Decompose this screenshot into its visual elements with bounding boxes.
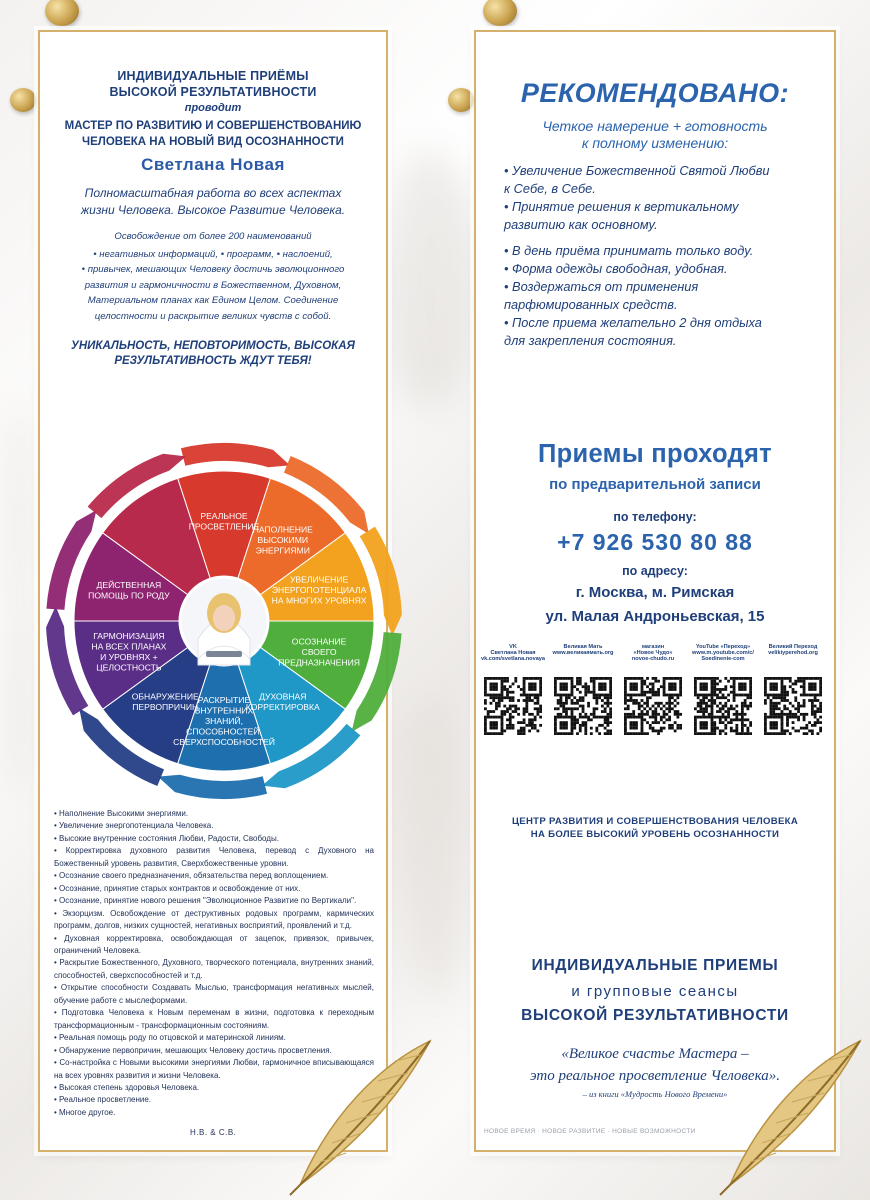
qr-caption-line: Великая Мать (563, 644, 603, 650)
qr-caption-line: www.m.youtube.com/c/ (692, 650, 754, 657)
wheel-label-line: СВОЕГО (301, 646, 337, 657)
slogan-line: РЕЗУЛЬТАТИВНОСТЬ ЖДУТ ТЕБЯ! (114, 355, 312, 367)
wheel-label-line: ПЕРВОПРИЧИН (132, 702, 199, 713)
qr-caption-line: velikiyperehod.org (768, 650, 818, 657)
service-item: • Многое другое. (54, 1107, 374, 1119)
quote-line: это реальное просветление Человека». (530, 1068, 780, 1084)
qr-caption-line: YouTube «Переход» (695, 644, 751, 650)
wheel-label-line: ЗНАНИЙ, (204, 716, 244, 726)
wheel-label-line: ДУХОВНАЯ (259, 691, 307, 702)
marble-texture (400, 700, 470, 1000)
wheel-label-line: ВЫСОКИМИ (257, 535, 309, 546)
center-name (476, 815, 834, 841)
master-title (40, 118, 386, 150)
subtitle-line: Четкое намерение + готовность (542, 118, 768, 134)
center-line: НА БОЛЕЕ ВЫСОКИЙ УРОВЕНЬ ОСОЗНАННОСТИ (530, 829, 780, 840)
individual-sessions-heading: ИНДИВИДУАЛЬНЫЕ ПРИЕМЫ (531, 957, 779, 974)
lead-line: жизни Человека. Высокое Развитие Человека. (80, 203, 346, 217)
qr-caption (618, 644, 688, 663)
quote-source: – из книги «Мудрость Нового Времени» (582, 1089, 728, 1099)
recommendation-item (504, 260, 814, 278)
conducts-label: проводит (184, 102, 242, 114)
qr-caption-line: «Новое Чудо» (633, 650, 673, 657)
recommendation-item (504, 162, 814, 197)
qr-caption-line: магазин (641, 644, 665, 650)
service-item: • Корректировка духовного развития Человека, перевод с Духовного на Божественный уровень развития, Сверхбожественные уровни. (54, 845, 374, 870)
service-item: • Высокие внутренние состояния Любви, Радости, Свободы. (54, 833, 374, 845)
liberation-line: целостности и раскрытие великих чувств с собой. (94, 310, 332, 322)
service-item: • Наполнение Высокими энергиями. (54, 808, 374, 820)
high-results-heading: ВЫСОКОЙ РЕЗУЛЬТАТИВНОСТИ (521, 1007, 789, 1024)
qr-caption (758, 644, 828, 656)
address-line: г. Москва, м. Римская (575, 584, 735, 601)
service-item: • Высокая степень здоровья Человека. (54, 1082, 374, 1094)
qr-caption (688, 644, 758, 663)
qr-code-icon[interactable] (484, 677, 542, 735)
left-flyer-panel (38, 30, 388, 1152)
wheel-label-line: НА МНОГИХ УРОВНЯХ (271, 595, 367, 606)
wheel-label-line: НАПОЛНЕНИЕ (252, 524, 313, 535)
liberation-line: развития и гармоничности в Божественном, Духовном, (84, 279, 342, 291)
service-item: • Увеличение энергопотенциала Человека. (54, 820, 374, 832)
gold-bead-decoration (483, 0, 517, 26)
item-line: • Воздержаться от применения (504, 279, 699, 294)
appointments-subheading: по предварительной записи (549, 476, 761, 493)
qr-caption (478, 644, 548, 663)
development-wheel-diagram (34, 415, 410, 801)
wheel-label-line: ПРЕДНАЗНАЧЕНИЯ (278, 657, 361, 668)
gold-feather-decoration (270, 1035, 440, 1200)
address-label: по адресу: (622, 564, 688, 578)
wheel-label-line: КОРРЕКТИРОВКА (245, 702, 320, 713)
service-item: • Реальная помощь роду по отцовской и материнской линиям. (54, 1032, 374, 1044)
appointments-heading: Приемы проходят (538, 440, 772, 468)
gold-bead-decoration (45, 0, 79, 26)
item-line: к Себе, в Себе. (504, 180, 596, 196)
service-item: • Осознание, принятие нового решения "Эволюционное Развитие по Вертикали". (54, 895, 374, 907)
portrait-photo (180, 577, 268, 665)
recommendation-item (504, 278, 814, 313)
liberation-line: • негативных информаций, • программ, • наслоений, (93, 248, 333, 260)
wheel-label-line: ЦЕЛОСТНОСТЬ (96, 662, 162, 673)
gold-bead-decoration (448, 88, 474, 112)
qr-caption-line: novoe-chudo.ru (631, 656, 675, 663)
wheel-label-line: ПОМОЩЬ ПО РОДУ (88, 590, 170, 601)
item-line: • Принятие решения к вертикальному (504, 199, 739, 214)
title-line: ВЫСОКОЙ РЕЗУЛЬТАТИВНОСТИ (109, 85, 317, 99)
wheel-label-line: ОСОЗНАНИЕ (291, 636, 347, 647)
wheel-arrow (158, 775, 267, 799)
wheel-label-line: ЭНЕРГОПОТЕНЦИАЛА (271, 585, 367, 596)
recommended-subtitle (476, 118, 834, 152)
lead-line: Полномасштабная работа во всех аспектах (84, 186, 342, 200)
qr-caption-line: vk.com/svetlana.novaya (480, 656, 546, 663)
footer-tagline: НОВОЕ ВРЕМЯ · НОВОЕ РАЗВИТИЕ · НОВЫЕ ВОЗМОЖНОСТИ (484, 1128, 696, 1135)
lead-text (60, 185, 366, 219)
service-item: • Духовная корректировка, освобождающая от зацепок, привязок, привычек, ограничений Человека. (54, 933, 374, 958)
center-line: ЦЕНТР РАЗВИТИЯ И СОВЕРШЕНСТВОВАНИЯ ЧЕЛОВЕКА (511, 816, 799, 827)
unique-slogan (50, 339, 376, 369)
qr-caption-line: Великий Переход (768, 644, 818, 650)
slogan-line: УНИКАЛЬНОСТЬ, НЕПОВТОРИМОСТЬ, ВЫСОКАЯ (71, 340, 355, 352)
service-item: • Осознание, принятие старых контрактов и освобождение от них. (54, 883, 374, 895)
wheel-label (253, 525, 314, 556)
service-item: • Со-настройка с Новыми высокими энергиями Любви, гармоничное вписывающаяся на всех уровнях развития и жизни Человека. (54, 1057, 374, 1082)
qr-caption-line: Soedinenie-com (701, 656, 745, 663)
recommended-title: РЕКОМЕНДОВАНО: (520, 78, 790, 108)
service-item: • Осознание своего предназначения, обязательства перед воплощением. (54, 870, 374, 882)
wheel-label-line: ДЕЙСТВЕННАЯ (96, 579, 162, 590)
wheel-label-line: И УРОВНЯХ + (100, 652, 158, 663)
item-line: • В день приёма принимать только воду. (504, 243, 754, 258)
marble-texture (380, 150, 480, 410)
service-item: • Открытие способности Создавать Мыслью, трансформация негативных мыслей, обучение работе с мыслеформами. (54, 982, 374, 1007)
address-line: ул. Малая Андроньевская, 15 (545, 608, 765, 625)
master-line: МАСТЕР ПО РАЗВИТИЮ И СОВЕРШЕНСТВОВАНИЮ (64, 120, 362, 132)
item-line: для закрепления состояния. (504, 332, 677, 348)
wheel-label (88, 579, 170, 601)
qr-code-icon[interactable] (694, 677, 752, 735)
item-line: • Увеличение Божественной Святой Любви (504, 163, 770, 178)
item-line: парфюмированных средств. (504, 296, 678, 312)
wheel-arrow (181, 443, 290, 467)
title-line: ИНДИВИДУАЛЬНЫЕ ПРИЁМЫ (117, 69, 309, 83)
wheel-label-line: УВЕЛИЧЕНИЕ (289, 574, 349, 585)
service-item: • Подготовка Человека к Новым переменам в жизни, подготовка к переходным трансформационным - трансформационным состояниям. (54, 1007, 374, 1032)
recommendation-item (504, 242, 814, 260)
gold-feather-decoration (700, 1035, 870, 1200)
qr-caption-line: www.великаямать.org (552, 650, 614, 657)
left-title (40, 68, 386, 100)
quote-line: «Великое счастье Мастера – (561, 1046, 749, 1062)
liberation-text (54, 229, 372, 325)
service-item: • Экзорцизм. Освобождение от деструктивных родовых программ, кармических программ, долгов, низких сущностей, негативных восприятий, проявлений и т.д. (54, 908, 374, 933)
master-line: ЧЕЛОВЕКА НА НОВЫЙ ВИД ОСОЗНАННОСТИ (82, 136, 344, 148)
phone-number[interactable]: +7 926 530 80 88 (557, 529, 753, 555)
service-item: • Реальное просветление. (54, 1094, 374, 1106)
wheel-label-line: НА ВСЕХ ПЛАНАХ (91, 641, 167, 652)
service-item: • Обнаружение первопричин, мешающих Человеку достичь просветления. (54, 1045, 374, 1057)
group-sessions-heading: и групповые сеансы (571, 983, 739, 1000)
wheel-label (132, 692, 199, 713)
signature: Н.В. & С.В. (190, 1128, 237, 1137)
item-line: • Форма одежды свободная, удобная. (504, 261, 728, 276)
wheel-label-line: ВНУТРЕННИХ (194, 705, 254, 716)
recommendation-item (504, 314, 814, 349)
item-line: развитию как основному. (504, 216, 658, 232)
qr-code-icon[interactable] (554, 677, 612, 735)
master-name: Светлана Новая (141, 155, 285, 174)
recommendation-item (504, 198, 814, 233)
qr-code-icon[interactable] (624, 677, 682, 735)
gold-bead-decoration (10, 88, 36, 112)
liberation-line: Освобождение от более 200 наименований (114, 231, 312, 242)
qr-code-icon[interactable] (764, 677, 822, 735)
wheel-label-line: ОБНАРУЖЕНИЕ (131, 691, 199, 702)
wheel-label-line: РАСКРЫТИЕ (197, 695, 251, 705)
wheel-label-line: ПРОСВЕТЛЕНИЕ (188, 521, 260, 532)
right-flyer-panel (474, 30, 836, 1152)
wheel-label-line: ЭНЕРГИЯМИ (255, 545, 310, 556)
qr-caption-line: VK (509, 644, 517, 650)
wheel-label-line: СВЕРХСПОСОБНОСТЕЙ (173, 737, 275, 747)
wheel-label-line: РЕАЛЬНОЕ (200, 510, 248, 521)
qr-caption-line: Светлана Новая (490, 650, 536, 657)
liberation-line: Материальном планах как Едином Целом. Соединение (87, 295, 339, 307)
service-item: • Раскрытие Божественного, Духовного, творческого потенциала, внутренних знаний, способностей, сверхспособностей и т.д. (54, 957, 374, 982)
wheel-label-line: ГАРМОНИЗАЦИЯ (93, 631, 165, 642)
subtitle-line: к полному изменению: (581, 135, 729, 151)
wheel-label-line: СПОСОБНОСТЕЙ, (186, 726, 262, 737)
wheel-label (91, 631, 166, 673)
phone-label: по телефону: (613, 510, 697, 524)
liberation-line: • привычек, мешающих Человеку достичь эволюционного (81, 264, 345, 276)
qr-caption (548, 644, 618, 656)
item-line: • После приема желательно 2 дня отдыха (504, 315, 762, 330)
